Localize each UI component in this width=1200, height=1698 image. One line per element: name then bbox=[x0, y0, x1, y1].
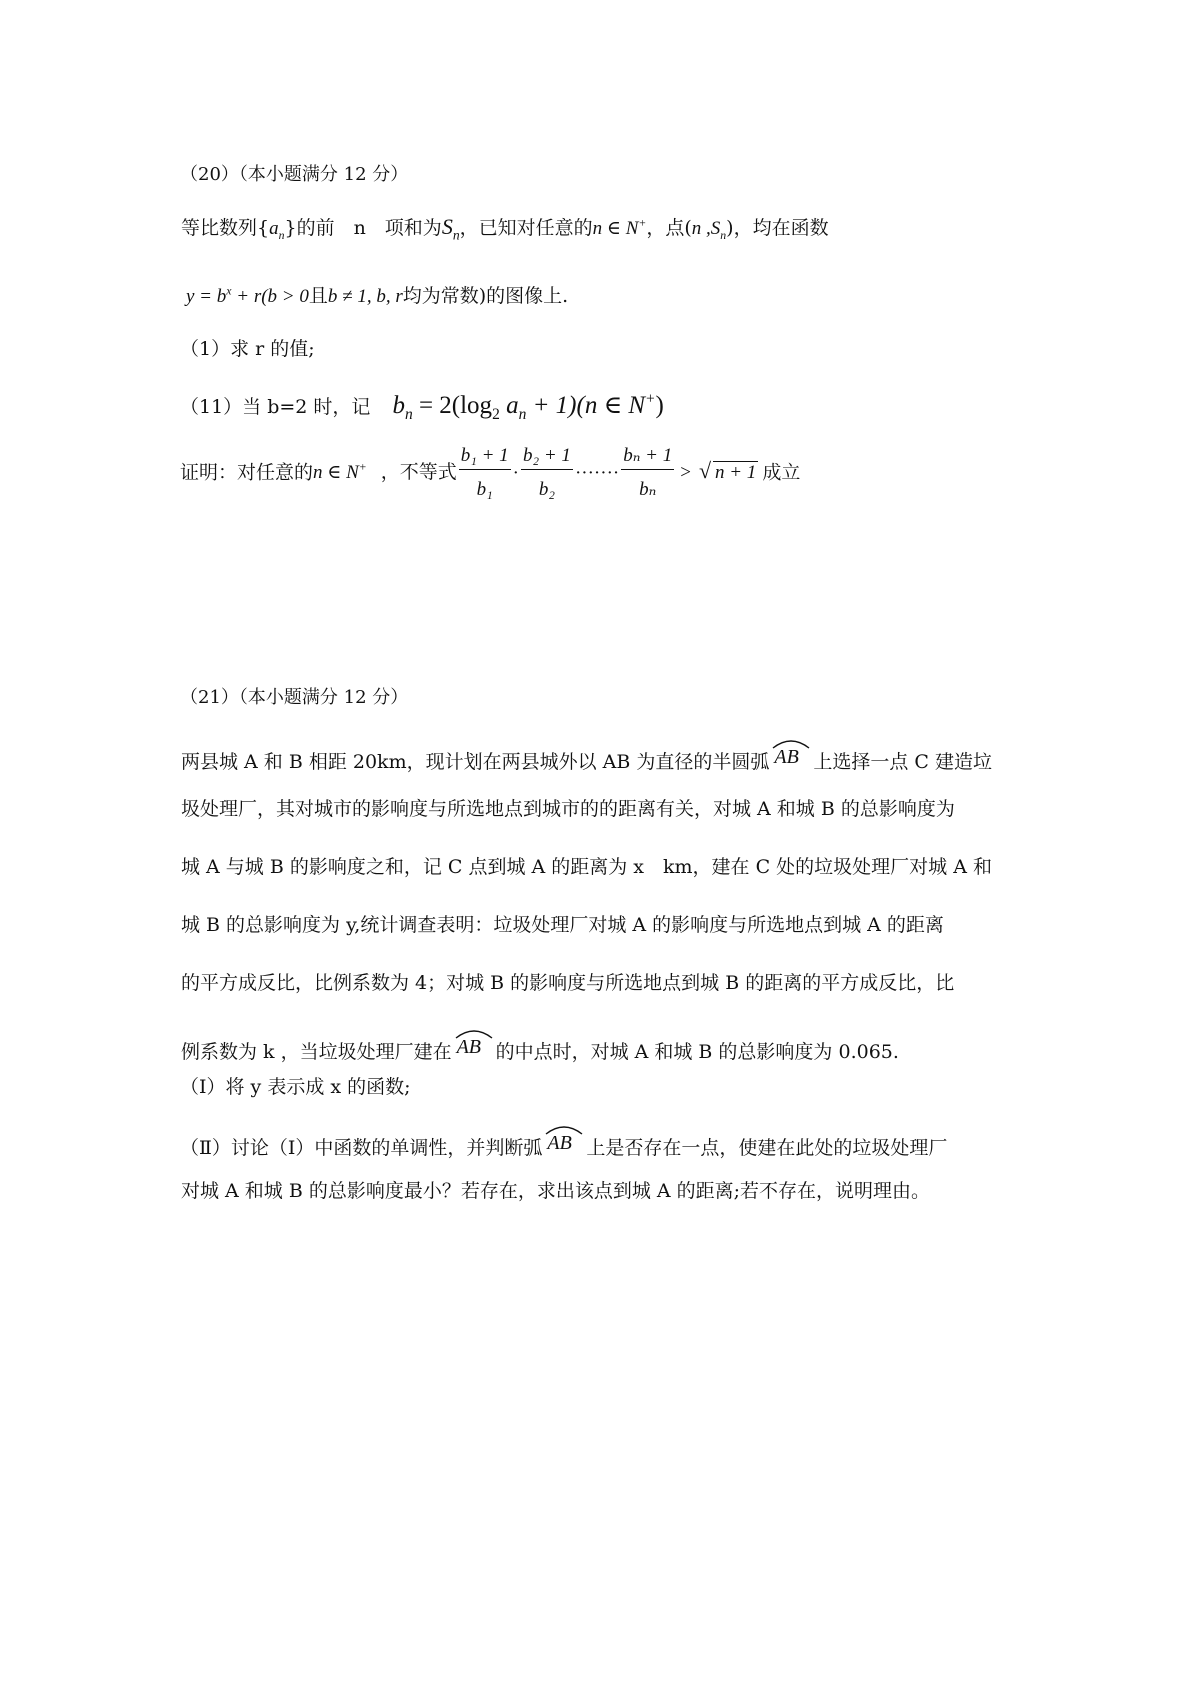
q20-header: （20）（本小题满分 12 分） bbox=[180, 164, 409, 185]
q21-paragraph-line4: 城 B 的总影响度为 y,统计调查表明：垃圾处理厂对城 A 的影响度与所选地点到城 A 的距离 bbox=[181, 914, 944, 936]
bn-definition: $b_n = 2(\log_2$ $a_n + 1)(n$ ∈ N+) bbox=[392, 390, 664, 423]
q20-text: 且 bbox=[308, 285, 328, 307]
arc-ab-symbol: AB bbox=[769, 736, 813, 772]
q21-paragraph-line2: 圾处理厂，其对城市的影响度与所选地点到城市的的距离有关，对城 A 和城 B 的总影响度为 bbox=[181, 798, 955, 820]
q21-text: 上选择一点 C 建造垃 bbox=[813, 751, 992, 773]
n-in-N-symbol: n ∈ N+ bbox=[592, 216, 647, 239]
function-formula: $y = b^x + r(b > 0$ bbox=[186, 284, 309, 307]
q21-header: （21）（本小题满分 12 分） bbox=[180, 687, 409, 708]
q21-paragraph-line6 bbox=[181, 1026, 899, 1064]
q21-text: 两县城 A 和 B 相距 20km，现计划在两县城外以 AB 为直径的半圆弧 bbox=[181, 751, 770, 773]
q21-part2-line2: 对城 A 和城 B 的总影响度最小？若存在，求出该点到城 A 的距离;若不存在，说明理由。 bbox=[181, 1180, 931, 1202]
q21-text: （Ⅱ）讨论（I）中函数的单调性，并判断弧 bbox=[180, 1137, 543, 1159]
arc-ab-symbol: AB bbox=[452, 1026, 496, 1062]
q21-paragraph-line5: 的平方成反比，比例系数为 4；对城 B 的影响度与所选地点到城 B 的距离的平方成反比，比 bbox=[181, 972, 955, 994]
q21-text: 的中点时，对城 A 和城 B 的总影响度为 0.065. bbox=[495, 1041, 899, 1063]
q21-text: 例系数为 k ，当垃圾处理厂建在 bbox=[181, 1041, 452, 1063]
q21-paragraph-line1 bbox=[181, 736, 992, 774]
fraction-2: $\frac{\text{b₂ + 1}}{\text{b₂}}$ bbox=[523, 445, 571, 500]
q20-part1: （1）求 r 的值; bbox=[180, 338, 315, 360]
condition-formula: b ≠ 1, b, r bbox=[327, 286, 403, 307]
q21-paragraph-line3: 城 A 与城 B 的影响度之和，记 C 点到城 A 的距离为 x km，建在 C 处的垃圾处理厂对城 A 和 bbox=[181, 856, 992, 878]
q20-proof: 证明：对任意的n ∈ N+ ，不等式 $\frac{\text{b₁ + 1}}{\text{b₁}}$ · $\frac{\text{b₂ + 1}}{\text{b₂}}$ ······· $\frac{\text{bₙ + 1}}{\text{bₙ}}$ > √ n + 1 成立 bbox=[180, 445, 801, 500]
q20-part2 bbox=[180, 390, 664, 423]
q20-text: 证明：对任意的 bbox=[180, 461, 314, 484]
a-n-symbol: $a_n$ bbox=[269, 218, 285, 242]
arc-ab-symbol: AB bbox=[542, 1122, 586, 1158]
greater-than: > bbox=[680, 462, 691, 484]
q21-part1: （I）将 y 表示成 x 的函数; bbox=[180, 1076, 411, 1098]
q20-statement-line1 bbox=[181, 213, 829, 243]
fraction-n: $\frac{\text{bₙ + 1}}{\text{bₙ}}$ bbox=[623, 445, 673, 500]
q20-text: 等比数列{ bbox=[181, 217, 270, 239]
sqrt-expression: √ n + 1 bbox=[698, 458, 757, 484]
q20-text: ，点( bbox=[646, 217, 692, 239]
q20-text: （11）当 b=2 时，记 bbox=[180, 396, 371, 418]
q20-statement-line2 bbox=[186, 281, 568, 308]
q20-text: }的前 n 项和为 bbox=[284, 217, 442, 239]
s-n-symbol: $S_n$ bbox=[441, 214, 460, 243]
ellipsis: ······· bbox=[574, 462, 620, 484]
q20-text: )，均在函数 bbox=[726, 217, 829, 239]
n-in-N-symbol: n ∈ N+ bbox=[313, 461, 367, 484]
q20-text: ，不等式 bbox=[380, 461, 457, 484]
q21-part2-line1 bbox=[180, 1122, 947, 1160]
fraction-1: $\frac{\text{b₁ + 1}}{\text{b₁}}$ bbox=[460, 445, 509, 500]
q20-text: 均为常数)的图像上. bbox=[402, 285, 569, 307]
q20-text: ，已知对任意的 bbox=[459, 217, 593, 239]
q20-text: 成立 bbox=[762, 461, 801, 484]
q21-text: 上是否存在一点，使建在此处的垃圾处理厂 bbox=[586, 1137, 948, 1159]
point-symbol: n $,S_n$ bbox=[691, 218, 727, 242]
